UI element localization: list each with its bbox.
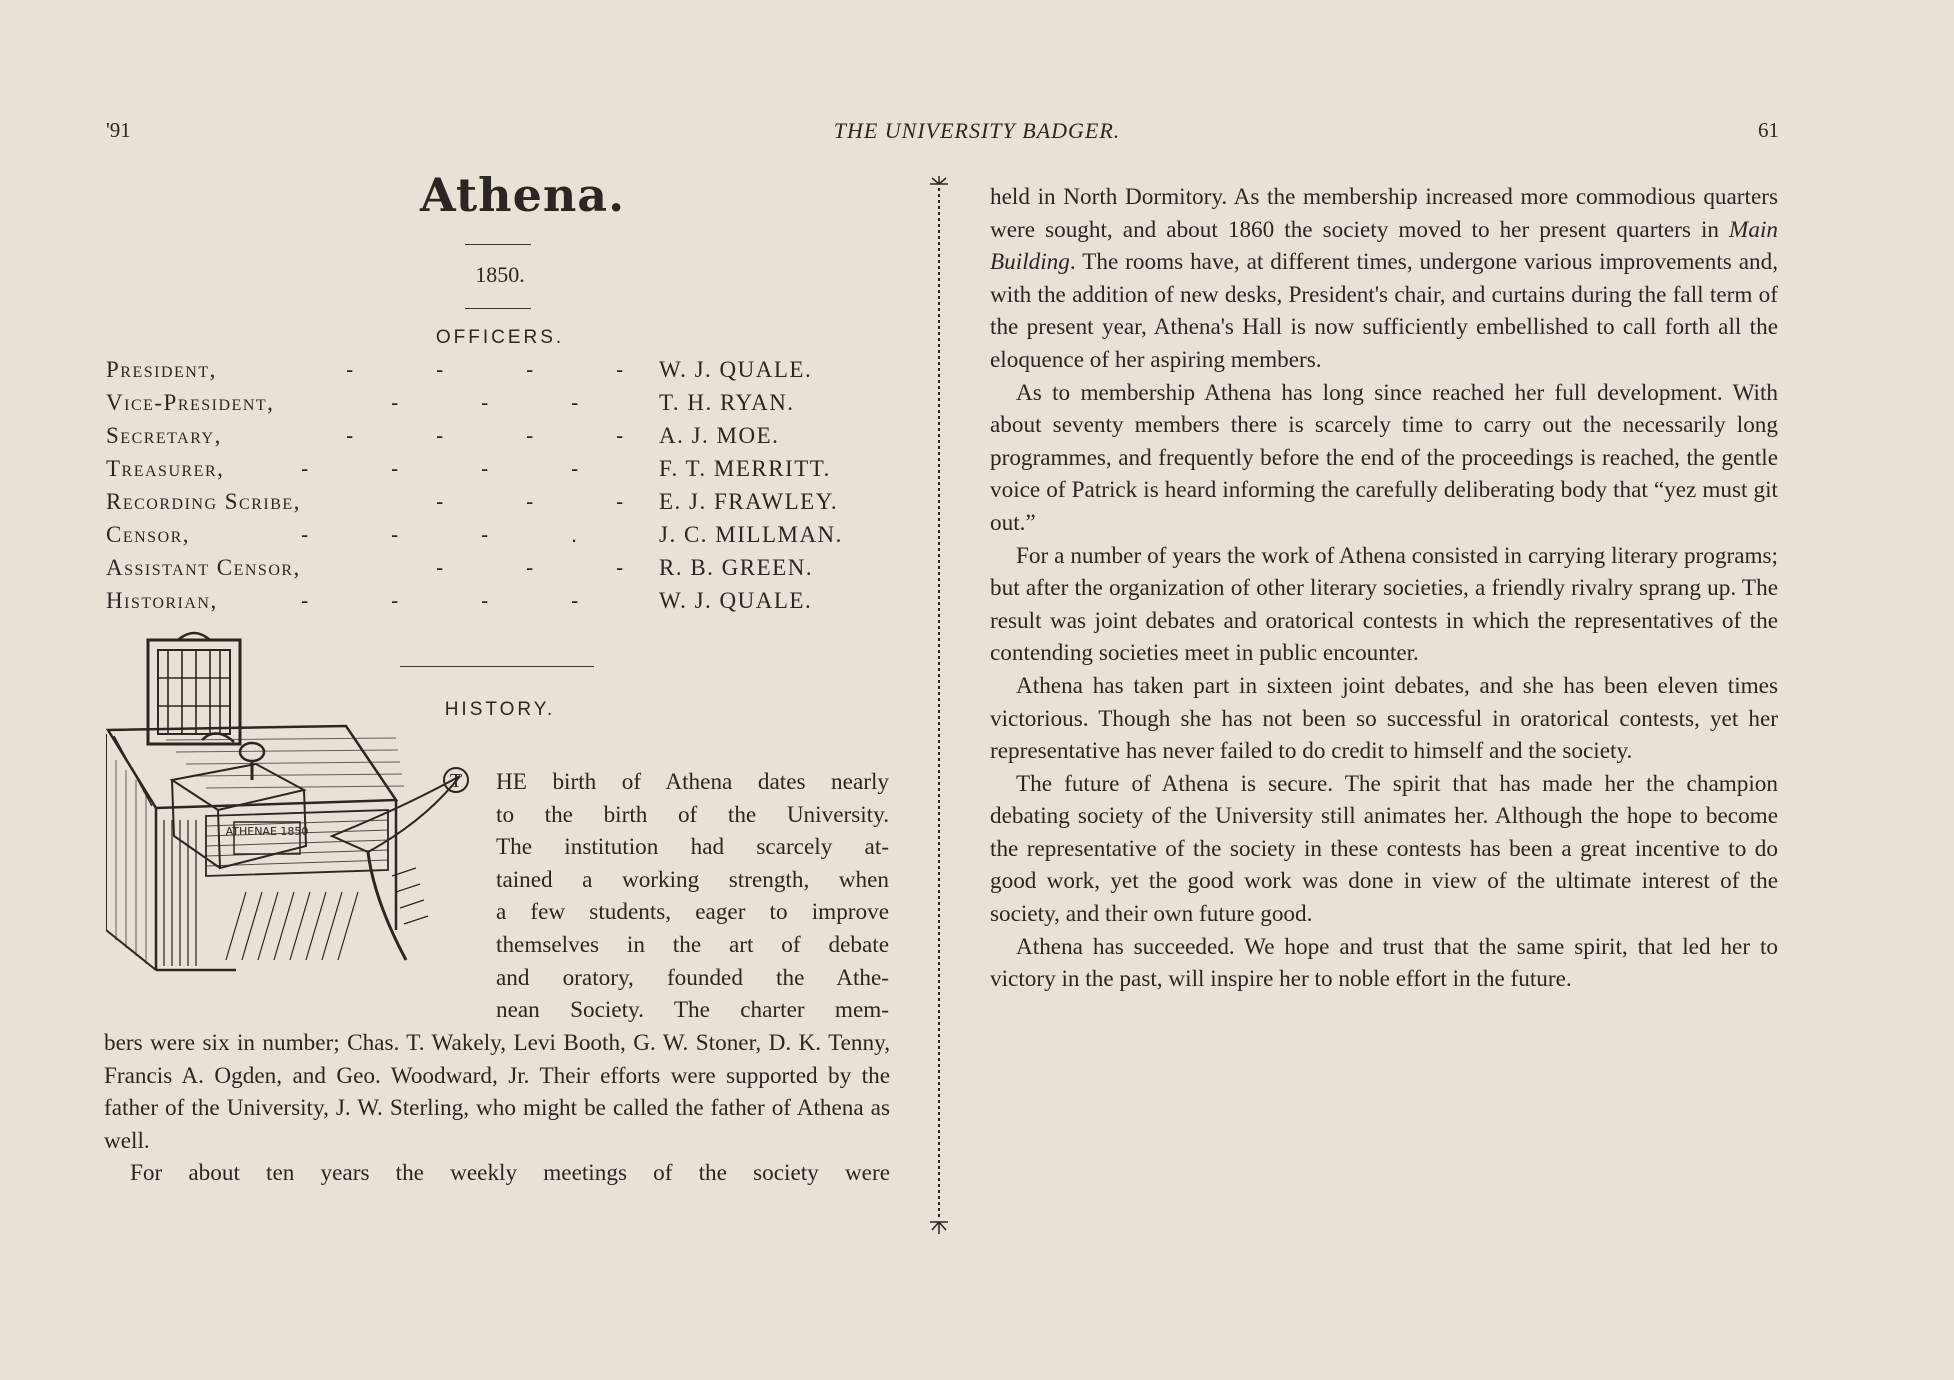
founding-year: 1850. <box>475 262 525 287</box>
history-heading: HISTORY. <box>444 699 556 720</box>
year-rule <box>465 308 531 309</box>
history-wrap-text <box>496 766 889 1027</box>
history-paragraph: The future of Athena is secure. The spirit that has made her the champion debating society of the University still animates her. Although the hope to become the representative of the society in these contests has been a great incentive to do good work, yet the good work was done in view of the ultimate interest of the society, and their own future good. <box>990 770 1778 928</box>
text-line: tained a working strength, when <box>496 866 889 893</box>
officers-heading: OFFICERS. <box>435 327 565 348</box>
officer-title: Vice-President, <box>106 390 275 415</box>
officer-name: A. J. MOE. <box>659 423 780 448</box>
text-line: nean Society. The charter mem- <box>496 997 889 1024</box>
officer-title: Treasurer, <box>106 456 225 481</box>
officer-row: Historian, - - - - W. J. QUALE. <box>106 588 813 613</box>
officer-name: T. H. RYAN. <box>659 390 795 415</box>
running-title: THE UNIVERSITY BADGER. <box>833 118 1121 143</box>
officer-name: E. J. FRAWLEY. <box>659 489 839 514</box>
history-paragraph: As to membership Athena has long since reached her full development. With about seventy members there is scarcely time to carry out the necessarily long programmes, and frequently before the end of the proceedings is reached, the gentle voice of Patrick is heard informing the carefully deliberating body that “yez must git out.” <box>990 379 1778 536</box>
officer-name: J. C. MILLMAN. <box>659 522 843 547</box>
officer-row: Censor, - - - . J. C. MILLMAN. <box>106 522 843 547</box>
history-paragraph: bers were six in number; Chas. T. Wakely, Levi Booth, G. W. Stoner, D. K. Tenny, Francis A. Ogden, and Geo. Woodward, Jr. Their efforts were supported by the father of the University, J. W. Sterling, who might be called the father of Athena as well. <box>104 1030 890 1154</box>
officer-title: Assistant Censor, <box>106 555 301 580</box>
history-body-left <box>104 1027 890 1190</box>
text-line: themselves in the art of debate <box>496 931 889 958</box>
officer-row: President, - - - - W. J. QUALE. <box>106 357 813 382</box>
text-line: HE birth of Athena dates nearly <box>496 769 889 795</box>
officer-title: Recording Scribe, <box>106 489 301 514</box>
dropcap-letter <box>440 762 478 800</box>
officer-name: R. B. GREEN. <box>659 555 814 580</box>
history-paragraph: held in North Dormitory. As the membership increased more commodious quarters were sought, and about 1860 the society moved to her present quarters in Main Building. The rooms have, at different times, undergone various improvements and, with the addition of new desks, President's chair, and curtains during the fall term of the present year, Athena's Hall is now sufficiently embellished to call forth all the eloquence of her aspiring members. <box>990 184 1778 373</box>
officer-name: W. J. QUALE. <box>659 588 813 613</box>
history-paragraph: Athena has taken part in sixteen joint debates, and she has been eleven times victorious. Though she has not been so successful in oratorical contests, yet her representative has never failed to do credit to himself and the society. <box>990 672 1778 765</box>
officer-title: Secretary, <box>106 423 222 448</box>
history-paragraph: Athena has succeeded. We hope and trust that the same spirit, that led her to victory in the past, will inspire her to noble effort in the future. <box>990 933 1778 993</box>
officer-row: Assistant Censor, - - - R. B. GREEN. <box>106 555 814 580</box>
officer-name: W. J. QUALE. <box>659 357 813 382</box>
history-paragraph: For about ten years the weekly meetings of the society were <box>130 1160 890 1187</box>
year-marker: '91 <box>106 118 131 142</box>
officer-name: F. T. MERRITT. <box>659 456 831 481</box>
text-line: to the birth of the University. <box>496 801 889 828</box>
text-line: a few students, eager to improve <box>496 899 889 926</box>
italic-location: Main Building <box>990 216 1778 276</box>
history-body-right <box>990 181 1778 996</box>
officer-title: President, <box>106 357 217 382</box>
officer-row: Recording Scribe, - - - E. J. FRAWLEY. <box>106 489 839 514</box>
officer-title: Historian, <box>106 588 218 613</box>
illustration-label: ATHENAE 1850 <box>225 825 309 838</box>
text-line: The institution had scarcely at- <box>496 834 889 861</box>
column-divider <box>930 176 948 1236</box>
officer-title: Censor, <box>106 522 191 547</box>
svg-text:T: T <box>449 770 463 792</box>
officers-list <box>106 357 896 621</box>
officer-row: Treasurer, - - - - F. T. MERRITT. <box>106 456 831 481</box>
desk-illustration <box>106 630 476 1010</box>
title-rule <box>465 244 531 245</box>
page-number: 61 <box>1758 118 1779 142</box>
officer-row: Secretary, - - - - A. J. MOE. <box>106 423 780 448</box>
officer-row: Vice-President, - - - T. H. RYAN. <box>106 390 795 415</box>
text-line: and oratory, founded the Athe- <box>496 964 889 991</box>
history-paragraph: For a number of years the work of Athena consisted in carrying literary programs; but after the organization of other literary societies, a friendly rivalry sprang up. The result was joint debates and oratorical contests in which the representatives of the contending societies meet in public encounter. <box>990 542 1778 667</box>
page-title: Athena. <box>420 168 626 222</box>
